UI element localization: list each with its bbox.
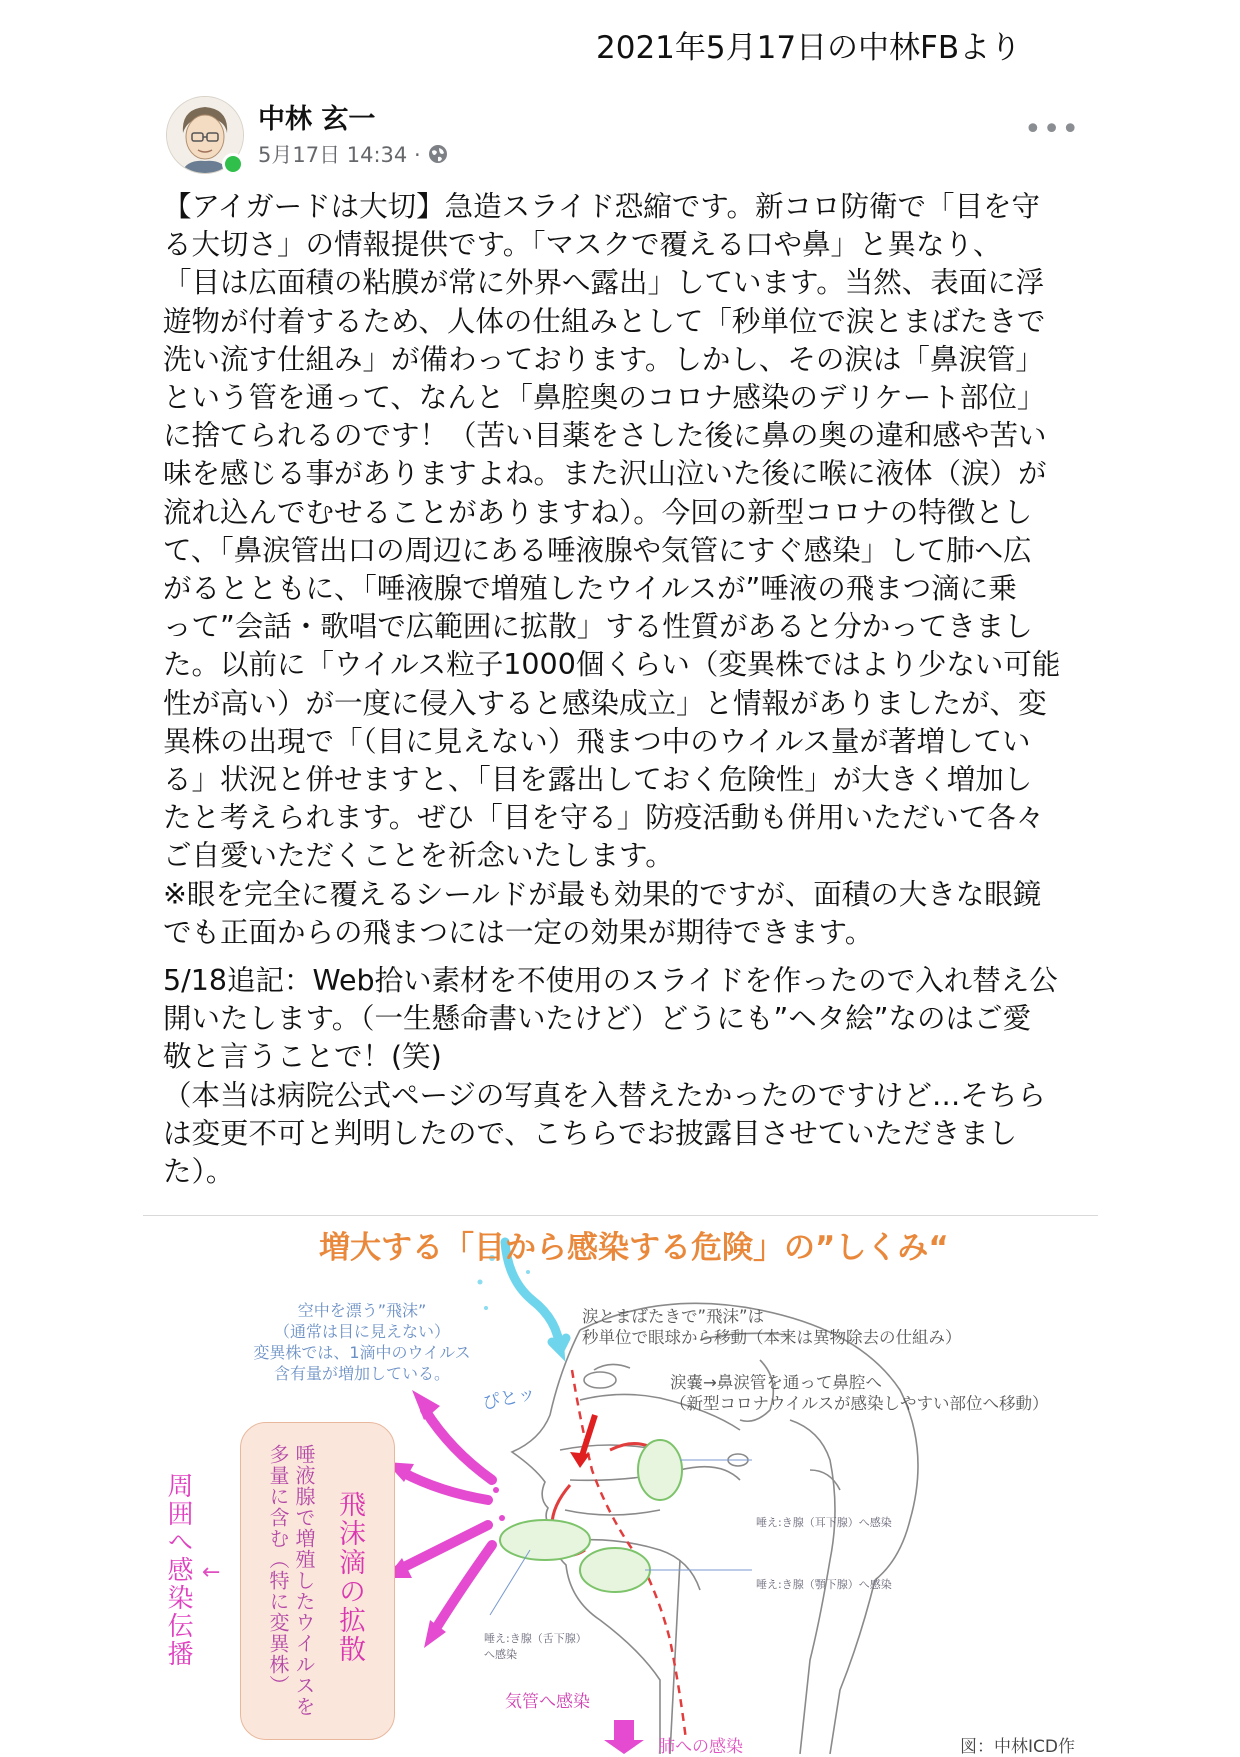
addendum-line: （本当は病院公式ページの写真を入替えたかったのですけど…そちら [163,1078,1046,1112]
addendum-line: は変更不可と判明したので、こちらでお披露目させていただきまし [163,1116,1018,1150]
post-line: に捨てられるのです！（苦い目薬をさした後に鼻の奥の違和感や苦い [163,419,1047,453]
lung-arrow [604,1720,644,1754]
droplet-note-line: （通常は目に見えない） [273,1322,450,1341]
spray-arrows [398,1410,492,1630]
online-status-dot [222,153,244,175]
post-text [163,188,1083,952]
box-text-2: 多量に含む（特に変異株） [266,1444,290,1696]
droplet-note [232,1300,492,1384]
post-body [163,188,1083,1191]
post-meta [258,139,449,169]
left-arrow-icon: ← [202,1560,221,1585]
post-line: 洗い流す仕組み」が備わっております。しかし、その涙は「鼻涙管」 [163,342,1044,376]
post-line: でも正面からの飛まつには一定の効果が期待できます。 [163,915,874,949]
post-line: という管を通って、なんと「鼻腔奥のコロナ感染のデリケート部位」 [163,381,1046,415]
post-line: た。以前に「ウイルス粒子1000個くらい（変異株ではより少ない可能 [163,648,1061,682]
post-line: 味を感じる事がありますよね。また沢山泣いた後に喉に液体（涙）が [163,457,1047,491]
addendum-line: 敬と言うことで！(笑) [163,1040,442,1074]
post-line: て、「鼻涙管出口の周辺にある唾液腺や気管にすぐ感染」して肺へ広 [163,533,1032,567]
tears-note-line: 秒単位で眼球から移動（本来は異物除去の仕組み） [582,1328,962,1347]
duct-note-line: 涙嚢→鼻涙管を通って鼻腔へ [670,1373,882,1392]
addendum-line: 開いたします。（一生懸命書いたけど）どうにも”ヘタ絵”なのはご愛 [163,1002,1032,1036]
post-line: ※眼を完全に覆えるシールドが最も効果的ですが、面積の大きな眼鏡 [163,877,1042,911]
post-line: 性が高い）が一度に侵入すると感染成立」と情報がありましたが、変 [163,686,1047,720]
post-author[interactable]: 中林 玄一 [258,104,376,135]
globe-icon [427,143,449,165]
sublingual-line: 唾え:き腺（舌下腺） [484,1632,587,1645]
post-line: がるとともに、「唾液腺で増殖したウイルスが”唾液の飛まつ滴に乗 [163,572,1017,606]
post-line: 「目は広面積の粘膜が常に外界へ露出」しています。当然、表面に浮 [163,266,1045,300]
post-line: 遊物が付着するため、人体の仕組みとして「秒単位で涙とまばたきで [163,304,1046,338]
tears-note [582,1306,962,1348]
spread-side-label: 周囲へ感染伝播 [163,1472,193,1668]
splash-text: ぴとッ [480,1382,538,1415]
box-text-1: 唾液腺で増殖したウイルスを [292,1444,316,1717]
post-line: る大切さ」の情報提供です。「マスクで覆える口や鼻」と異なり、 [163,228,1002,262]
post-timestamp[interactable]: 5月17日 14:34 · [258,143,421,167]
droplet-note-line: 変異株では、1滴中のウイルス [253,1343,471,1362]
duct-note-line: （新型コロナウイルスが感染しやすい部位へ移動） [670,1394,1049,1413]
post-line: って”会話・歌唱で広範囲に拡散」する性質があると分かってきまし [163,610,1033,644]
trachea-label: 気管へ感染 [505,1692,590,1712]
figure-credit: 図：中林ICD作 [960,1737,1075,1757]
sublingual-line: へ感染 [484,1648,517,1661]
parotid-label: 唾え:き腺（耳下腺）へ感染 [756,1516,892,1529]
post-divider [143,1215,1098,1216]
duct-note [670,1372,1049,1414]
tears-note-line: 涙とまばたきで”飛沫”は [582,1307,765,1326]
post-line: る」状況と併せますと、「目を露出しておく危険性」が大きく増加し [163,763,1033,797]
post-line: ご自愛いただくことを祈念いたします。 [163,839,674,873]
submandibular-label: 唾え:き腺（顎下腺）へ感染 [756,1578,892,1591]
post-addendum [163,962,1083,1191]
post-line: 異株の出現で「（目に見えない）飛まつ中のウイルス量が著増してい [163,724,1031,758]
page-caption: 2021年5月17日の中林FBより [596,30,1022,66]
more-options-button[interactable] [1024,112,1080,147]
droplet-note-line: 空中を漂う”飛沫” [297,1301,427,1320]
more-horizontal-icon: ••• [1024,112,1081,147]
addendum-line: た）。 [163,1155,235,1189]
lung-label: 肺への感染 [658,1737,743,1757]
post-line: 【アイガードは大切】急造スライド恐縮です。新コロ防衛で「目を守 [163,190,1040,223]
post-line: たと考えられます。ぜひ「目を守る」防疫活動も併用いただいて各々 [163,801,1045,835]
droplet-note-line: 含有量が増加している。 [273,1364,450,1383]
post-line: 流れ込んでむせることがありますね）。今回の新型コロナの特徴とし [163,495,1033,529]
box-title: 飛沫滴の拡散 [334,1490,365,1664]
slide-title: 増大する「目から感染する危険」の”しくみ“ [319,1230,949,1266]
sublingual-label [484,1630,587,1662]
addendum-line: 5/18追記：Web拾い素材を不使用のスライドを作ったので入れ替え公 [163,964,1058,998]
